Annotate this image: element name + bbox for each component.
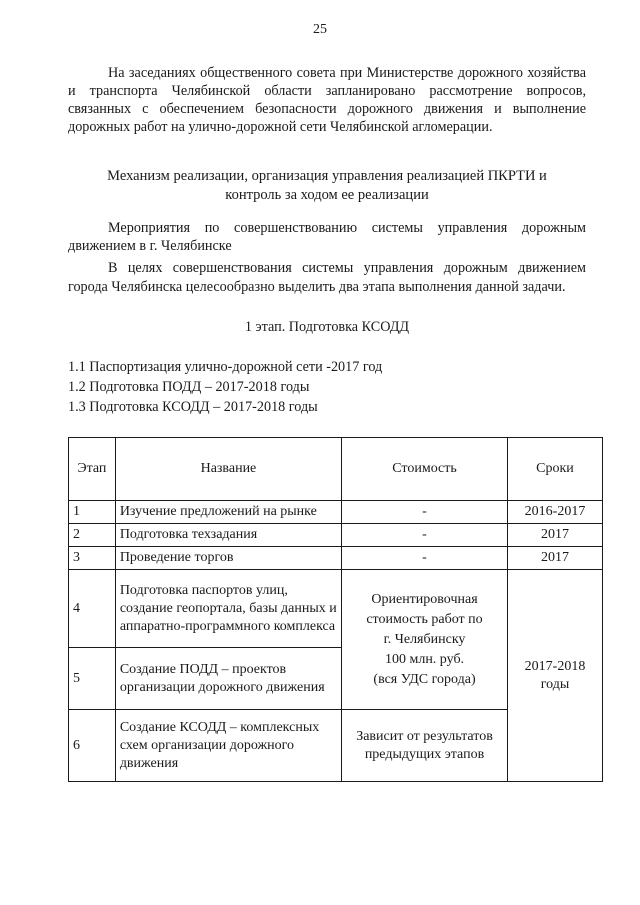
section-heading-line-2: контроль за ходом ее реализации [225, 187, 429, 203]
paragraph-two-stages: В целях совершенствования системы управления дорожным движением города Челябинска целесообразно выделить два этапа выполнения данной задачи. [68, 260, 586, 295]
row-name: Подготовка паспортов улиц, создание геопортала, базы данных и аппаратно-программного комплекса [115, 570, 341, 648]
paragraph-public-council: На заседаниях общественного совета при Министерстве дорожного хозяйства и транспорта Челябинской области запланировано рассмотрение вопросов, связанных с обеспечением безопасности дорожного движения и выполнение дорожных работ на улично-дорожной сети Челябинской агломерации. [68, 65, 586, 135]
table-row [69, 524, 603, 547]
row-cost: - [342, 501, 508, 524]
merged-cost-estimate [342, 570, 508, 710]
list-item: 1.3 Подготовка КСОДД – 2017-2018 годы [68, 399, 318, 415]
row-name: Изучение предложений на рынке [115, 501, 341, 524]
header-name: Название [115, 438, 341, 501]
stages-table [68, 437, 603, 782]
header-stage: Этап [69, 438, 116, 501]
row-cost: - [342, 524, 508, 547]
row-stage-number: 4 [69, 570, 116, 648]
row-stage-number: 2 [69, 524, 116, 547]
row-name: Создание ПОДД – проектов организации дорожного движения [115, 648, 341, 710]
row-cost: - [342, 547, 508, 570]
row-term: 2017 [507, 547, 602, 570]
cost-estimate-line: г. Челябинску [383, 631, 466, 647]
list-item: 1.2 Подготовка ПОДД – 2017-2018 годы [68, 379, 310, 395]
header-term: Сроки [507, 438, 602, 501]
paragraph-measures: Мероприятия по совершенствованию системы управления дорожным движением в г. Челябинске [68, 220, 586, 254]
term-line: годы [540, 676, 570, 692]
row-cost: Зависит от результатов предыдущих этапов [342, 710, 508, 782]
term-line: 2017-2018 [524, 658, 586, 674]
list-item: 1.1 Паспортизация улично-дорожной сети -2017 год [68, 359, 383, 375]
cost-estimate-line: стоимость работ по [366, 611, 483, 627]
cost-estimate-line: 100 млн. руб. [384, 651, 465, 667]
stage-title: 1 этап. Подготовка КСОДД [244, 319, 410, 335]
row-stage-number: 3 [69, 547, 116, 570]
row-name: Подготовка техзадания [115, 524, 341, 547]
section-heading [68, 167, 586, 205]
row-stage-number: 6 [69, 710, 116, 782]
row-stage-number: 5 [69, 648, 116, 710]
row-name: Создание КСОДД – комплексных схем организации дорожного движения [115, 710, 341, 782]
stage-list [68, 357, 588, 417]
header-cost: Стоимость [342, 438, 508, 501]
table-row [69, 570, 603, 648]
table-row [69, 501, 603, 524]
row-term: 2017 [507, 524, 602, 547]
page-number: 25 [313, 22, 327, 37]
row-term: 2016-2017 [507, 501, 602, 524]
cost-estimate-line: Ориентировочная [371, 591, 478, 607]
table-row [69, 547, 603, 570]
row-name: Проведение торгов [115, 547, 341, 570]
row-stage-number: 1 [69, 501, 116, 524]
section-heading-line-1: Механизм реализации, организация управления реализацией ПКРТИ и [107, 168, 547, 184]
merged-term [507, 570, 602, 782]
table-header-row [69, 438, 603, 501]
cost-estimate-line: (вся УДС города) [373, 671, 476, 687]
